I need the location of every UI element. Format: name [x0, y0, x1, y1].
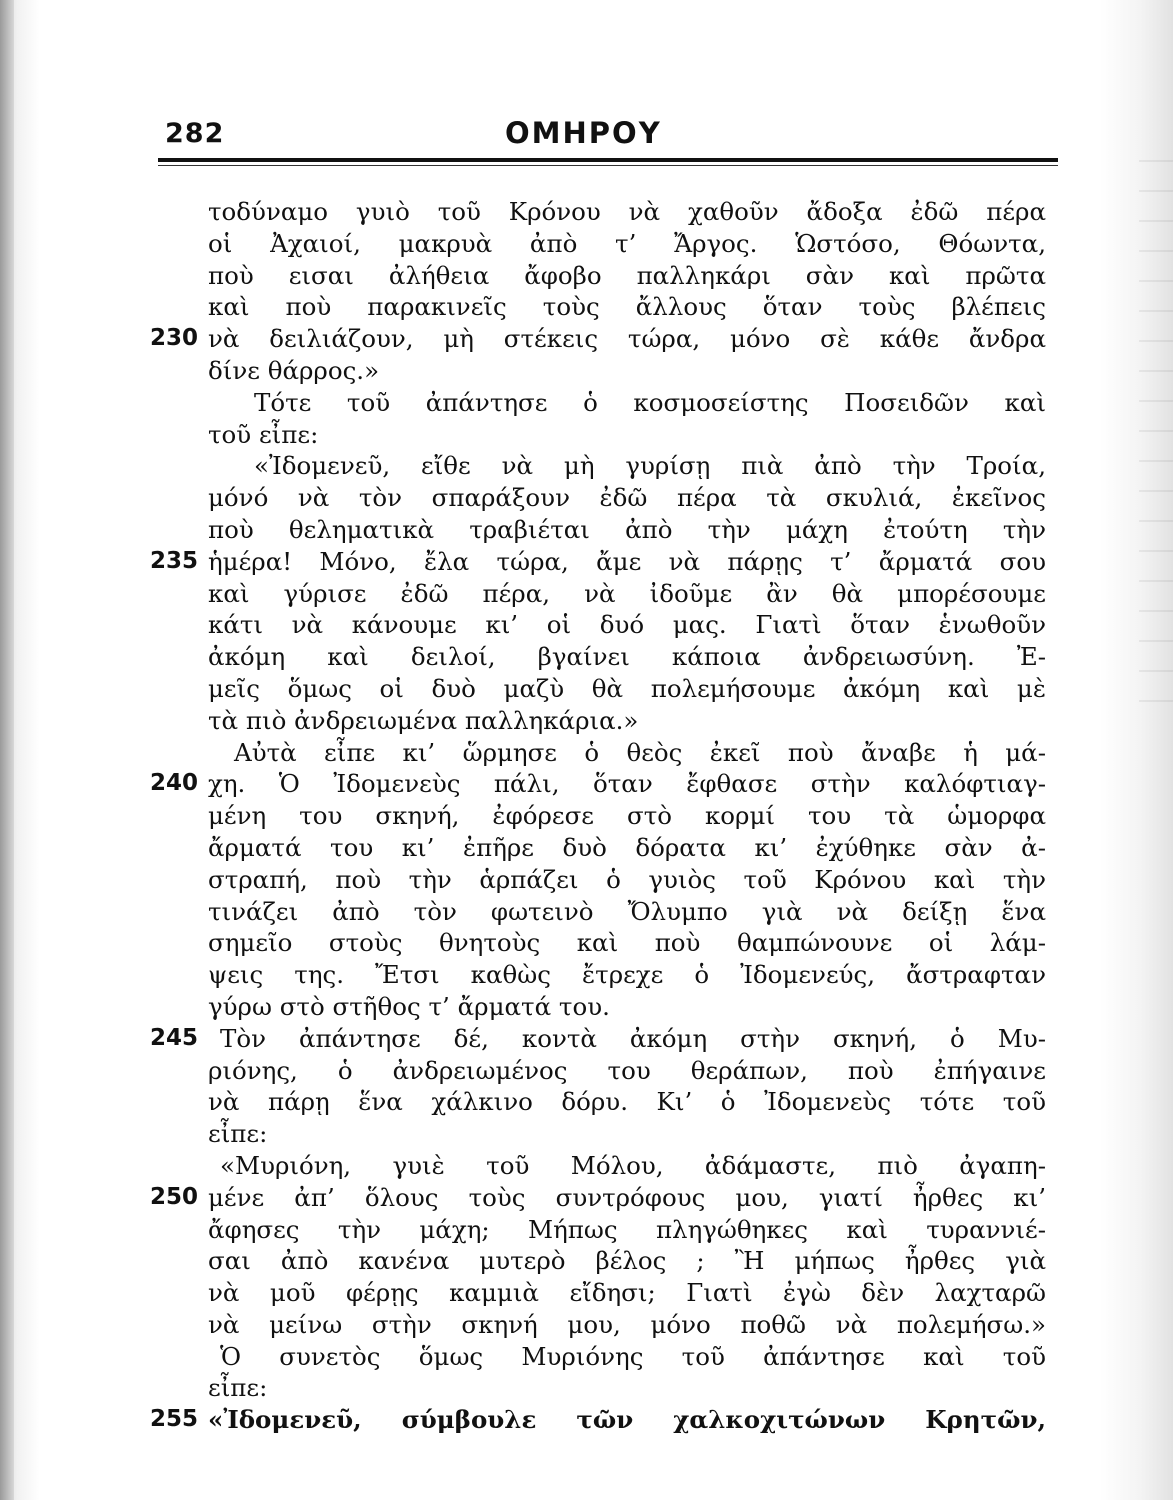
line-text: ποὺ εισαι ἀλήθεια ἄφοβο παλληκάρι σὰν καὶ πρῶτα: [208, 260, 1046, 290]
line-text: σαι ἀπὸ κανένα μυτερὸ βέλος ; Ἢ μήπως ἦρθες γιὰ: [208, 1246, 1046, 1276]
text-line: [150, 864, 1050, 896]
text-line: [150, 1182, 1050, 1214]
text-line: [150, 641, 1050, 673]
line-number: 240: [150, 770, 199, 797]
line-text: μένε ἀπ’ ὅλους τοὺς συντρόφους μου, γιατί ἦρθες κι’: [208, 1182, 1046, 1212]
text-line: [150, 196, 1050, 228]
line-text: ἄρματά του κι’ ἐπῆρε δυὸ δόρατα κι’ ἐχύθηκε σὰν ἀ-: [208, 832, 1046, 862]
body-text: [150, 196, 1050, 1436]
line-text: ποὺ θεληματικὰ τραβιέται ἀπὸ τὴν μάχη ἐτούτη τὴν: [208, 514, 1046, 544]
text-line: [150, 1150, 1050, 1182]
line-text: τοῦ εἶπε:: [208, 419, 319, 449]
text-line: [150, 1118, 1050, 1150]
text-line: [150, 1086, 1050, 1118]
text-line: [150, 546, 1050, 578]
text-line: [150, 578, 1050, 610]
header-rule-thin: [158, 165, 1058, 166]
page-number: 282: [165, 118, 225, 149]
text-line: [150, 1372, 1050, 1404]
text-line: [150, 228, 1050, 260]
line-text: «Ἰδομενεῦ, εἴθε νὰ μὴ γυρίσῃ πιὰ ἀπὸ τὴν Τροία,: [254, 451, 1046, 481]
line-text: οἱ Ἀχαιοί, μακρυὰ ἀπὸ τ’ Ἄργος. Ὡστόσο, Θόωντα,: [208, 228, 1046, 258]
line-text: νὰ πάρῃ ἕνα χάλκινο δόρυ. Κι’ ὁ Ἰδομενεὺς τότε τοῦ: [208, 1087, 1046, 1117]
line-text: εἶπε:: [208, 1373, 268, 1403]
line-text: ριόνης, ὁ ἀνδρειωμένος του θεράπων, ποὺ ἐπήγαινε: [208, 1055, 1046, 1085]
line-number: 235: [150, 547, 199, 574]
line-text: νὰ μοῦ φέρῃς καμμιὰ εἴδησι; Γιατὶ ἐγὼ δὲν λαχταρῶ: [208, 1278, 1046, 1308]
text-line: [150, 419, 1050, 451]
running-title: ΟΜΗΡΟΥ: [505, 116, 662, 150]
line-text: Ὁ συνετὸς ὅμως Μυριόνης τοῦ ἀπάντησε καὶ τοῦ: [220, 1341, 1046, 1371]
line-text: στραπή, ποὺ τὴν ἁρπάζει ὁ γυιὸς τοῦ Κρόνου καὶ τὴν: [208, 864, 1046, 894]
page-edge-bleed: [1139, 160, 1173, 720]
text-line: [150, 705, 1050, 737]
line-number: 245: [150, 1024, 199, 1051]
line-text: Τὸν ἀπάντησε δέ, κοντὰ ἀκόμη στὴν σκηνή, ὁ Μυ-: [220, 1023, 1046, 1053]
line-text: μόνό νὰ τὸν σπαράξουν ἐδῶ πέρα τὰ σκυλιά, ἐκεῖνος: [208, 483, 1046, 513]
text-line: [150, 832, 1050, 864]
text-line: [150, 896, 1050, 928]
text-line: [150, 609, 1050, 641]
line-text: μεῖς ὅμως οἱ δυὸ μαζὺ θὰ πολεμήσουμε ἀκόμη καὶ μὲ: [208, 673, 1046, 703]
text-line: [150, 1341, 1050, 1373]
line-text: καὶ ποὺ παρακινεῖς τοὺς ἄλλους ὅταν τοὺς βλέπεις: [208, 292, 1046, 322]
line-text: ἀκόμη καὶ δειλοί, βγαίνει κάποια ἀνδρειωσύνη. Ἐ-: [208, 642, 1046, 672]
text-line: [150, 800, 1050, 832]
text-line: [150, 1214, 1050, 1246]
text-line: [150, 673, 1050, 705]
text-line: [150, 1055, 1050, 1087]
text-line: [150, 1404, 1050, 1436]
line-text: σημεῖο στοὺς θνητοὺς καὶ ποὺ θαμπώνουνε οἱ λάμ-: [208, 928, 1046, 958]
line-text: γύρω στὸ στῆθος τ’ ἄρματά του.: [208, 991, 610, 1021]
text-line: [150, 387, 1050, 419]
line-text: δίνε θάρρος.»: [208, 355, 380, 385]
line-text: κάτι νὰ κάνουμε κι’ οἱ δυό μας. Γιατὶ ὅταν ἑνωθοῦν: [208, 610, 1046, 640]
page-gutter-shadow: [0, 0, 14, 1500]
text-line: [150, 737, 1050, 769]
line-text: καὶ γύρισε ἐδῶ πέρα, νὰ ἰδοῦμε ἂν θὰ μπορέσουμε: [208, 578, 1046, 608]
line-number: 255: [150, 1406, 199, 1433]
text-line: [150, 768, 1050, 800]
text-line: [150, 1309, 1050, 1341]
text-line: [150, 1277, 1050, 1309]
page-header: [165, 112, 1055, 162]
header-rule-thick: [158, 158, 1058, 162]
text-line: [150, 991, 1050, 1023]
line-number: 230: [150, 325, 199, 352]
line-text: Τότε τοῦ ἀπάντησε ὁ κοσμοσείστης Ποσειδῶν καὶ: [254, 387, 1046, 417]
line-text: νὰ μείνω στὴν σκηνή μου, μόνο ποθῶ νὰ πολεμήσω.»: [208, 1309, 1046, 1339]
text-line: [150, 1023, 1050, 1055]
line-text: τινάζει ἀπὸ τὸν φωτεινὸ Ὄλυμπο γιὰ νὰ δείξῃ ἕνα: [208, 896, 1046, 926]
line-text: εἶπε:: [208, 1119, 268, 1149]
text-line: [150, 323, 1050, 355]
line-text: μένη του σκηνή, ἐφόρεσε στὸ κορμί του τὰ ὡμορφα: [208, 801, 1046, 831]
line-text: ἄφησες τὴν μάχη; Μήπως πληγώθηκες καὶ τυραννιέ-: [208, 1214, 1046, 1244]
line-text: ψεις της. Ἔτσι καθὼς ἔτρεχε ὁ Ἰδομενεύς, ἄστραφταν: [208, 960, 1046, 990]
line-text: «Ἰδομενεῦ, σύμβουλε τῶν χαλκοχιτώνων Κρητῶν,: [208, 1405, 1046, 1435]
text-line: [150, 514, 1050, 546]
line-number: 250: [150, 1183, 199, 1210]
text-line: [150, 450, 1050, 482]
line-text: τοδύναμο γυιὸ τοῦ Κρόνου νὰ χαθοῦν ἄδοξα ἐδῶ πέρα: [208, 197, 1046, 226]
line-text: χη. Ὁ Ἰδομενεὺς πάλι, ὅταν ἔφθασε στὴν καλόφτιαγ-: [208, 769, 1046, 799]
line-text: «Μυριόνη, γυιὲ τοῦ Μόλου, ἀδάμαστε, πιὸ ἀγαπη-: [220, 1150, 1046, 1180]
text-line: [150, 482, 1050, 514]
line-text: Αὐτὰ εἶπε κι’ ὥρμησε ὁ θεὸς ἐκεῖ ποὺ ἄναβε ἡ μά-: [234, 737, 1046, 767]
text-line: [150, 291, 1050, 323]
text-line: [150, 1245, 1050, 1277]
text-line: [150, 959, 1050, 991]
line-text: νὰ δειλιάζουν, μὴ στέκεις τώρα, μόνο σὲ κάθε ἄνδρα: [208, 324, 1046, 354]
text-line: [150, 355, 1050, 387]
text-line: [150, 927, 1050, 959]
text-line: [150, 260, 1050, 292]
line-text: ἡμέρα! Μόνο, ἔλα τώρα, ἄμε νὰ πάρῃς τ’ ἄρματά σου: [208, 546, 1046, 576]
line-text: τὰ πιὸ ἀνδρειωμένα παλληκάρια.»: [208, 705, 639, 735]
